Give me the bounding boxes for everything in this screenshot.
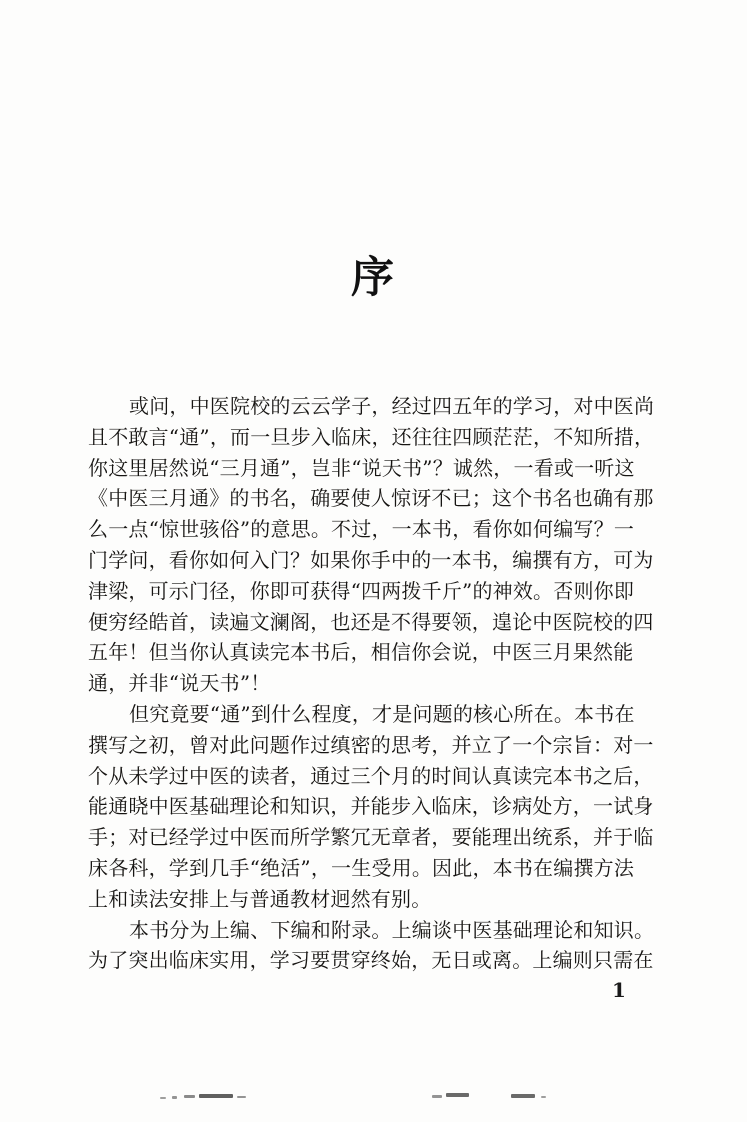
text-line: 但究竟要“通”到什么程度，才是问题的核心所在。本书在	[129, 701, 635, 726]
text-line: 么一点“惊世骇俗”的意思。不过，一本书，看你如何编写？一	[88, 517, 635, 542]
preface-title: 序	[351, 253, 396, 303]
scan-artifact	[511, 1094, 535, 1098]
scan-artifact	[160, 1097, 166, 1099]
text-line: 你这里居然说“三月通”，岂非“说天书”？诚然，一看或一听这	[88, 455, 635, 480]
text-line: 便穷经皓首，读遍文澜阁，也还是不得要领，遑论中医院校的四	[88, 609, 654, 634]
text-line: 上和读法安排上与普通教材迥然有别。	[88, 886, 432, 911]
scan-artifact	[199, 1094, 233, 1098]
text-line: 为了突出临床实用，学习要贯穿终始，无日或离。上编则只需在	[88, 948, 654, 973]
scan-artifact	[172, 1096, 177, 1099]
text-line: 通，并非“说天书”！	[88, 671, 271, 696]
scan-artifact	[541, 1096, 546, 1098]
text-line: 或问，中医院校的云云学子，经过四五年的学习，对中医尚	[129, 394, 655, 418]
text-line: 本书分为上编、下编和附录。上编谈中医基础理论和知识。	[129, 917, 655, 942]
text-line: 能通晓中医基础理论和知识，并能步入临床，诊病处方，一试身	[88, 794, 654, 819]
text-line: 且不敢言“通”，而一旦步入临床，还往往四顾茫茫，不知所措，	[88, 424, 655, 449]
text-line: 津梁，可示门径，你即可获得“四两拨千斤”的神效。否则你即	[88, 578, 635, 603]
scan-artifact	[432, 1095, 442, 1098]
text-line: 五年！但当你认真读完本书后，相信你会说，中医三月果然能	[88, 640, 634, 665]
text-line: 个从未学过中医的读者，通过三个月的时间认真读完本书之后，	[88, 763, 654, 788]
scan-artifact	[237, 1096, 246, 1098]
text-line: 手；对已经学过中医而所学繁冗无章者，要能理出统系，并于临	[88, 825, 654, 850]
preface-body	[88, 391, 670, 976]
scan-artifact	[446, 1093, 469, 1097]
page-number: 1	[612, 978, 626, 1002]
text-line: 《中医三月通》的书名，确要使人惊讶不已；这个书名也确有那	[88, 486, 654, 511]
text-line: 门学问，看你如何入门？如果你手中的一本书，编撰有方，可为	[88, 547, 654, 572]
text-line: 床各科，学到几手“绝活”，一生受用。因此，本书在编撰方法	[88, 855, 635, 880]
text-line: 撰写之初，曾对此问题作过缜密的思考，并立了一个宗旨：对一	[88, 732, 654, 757]
scan-artifact	[184, 1095, 195, 1098]
